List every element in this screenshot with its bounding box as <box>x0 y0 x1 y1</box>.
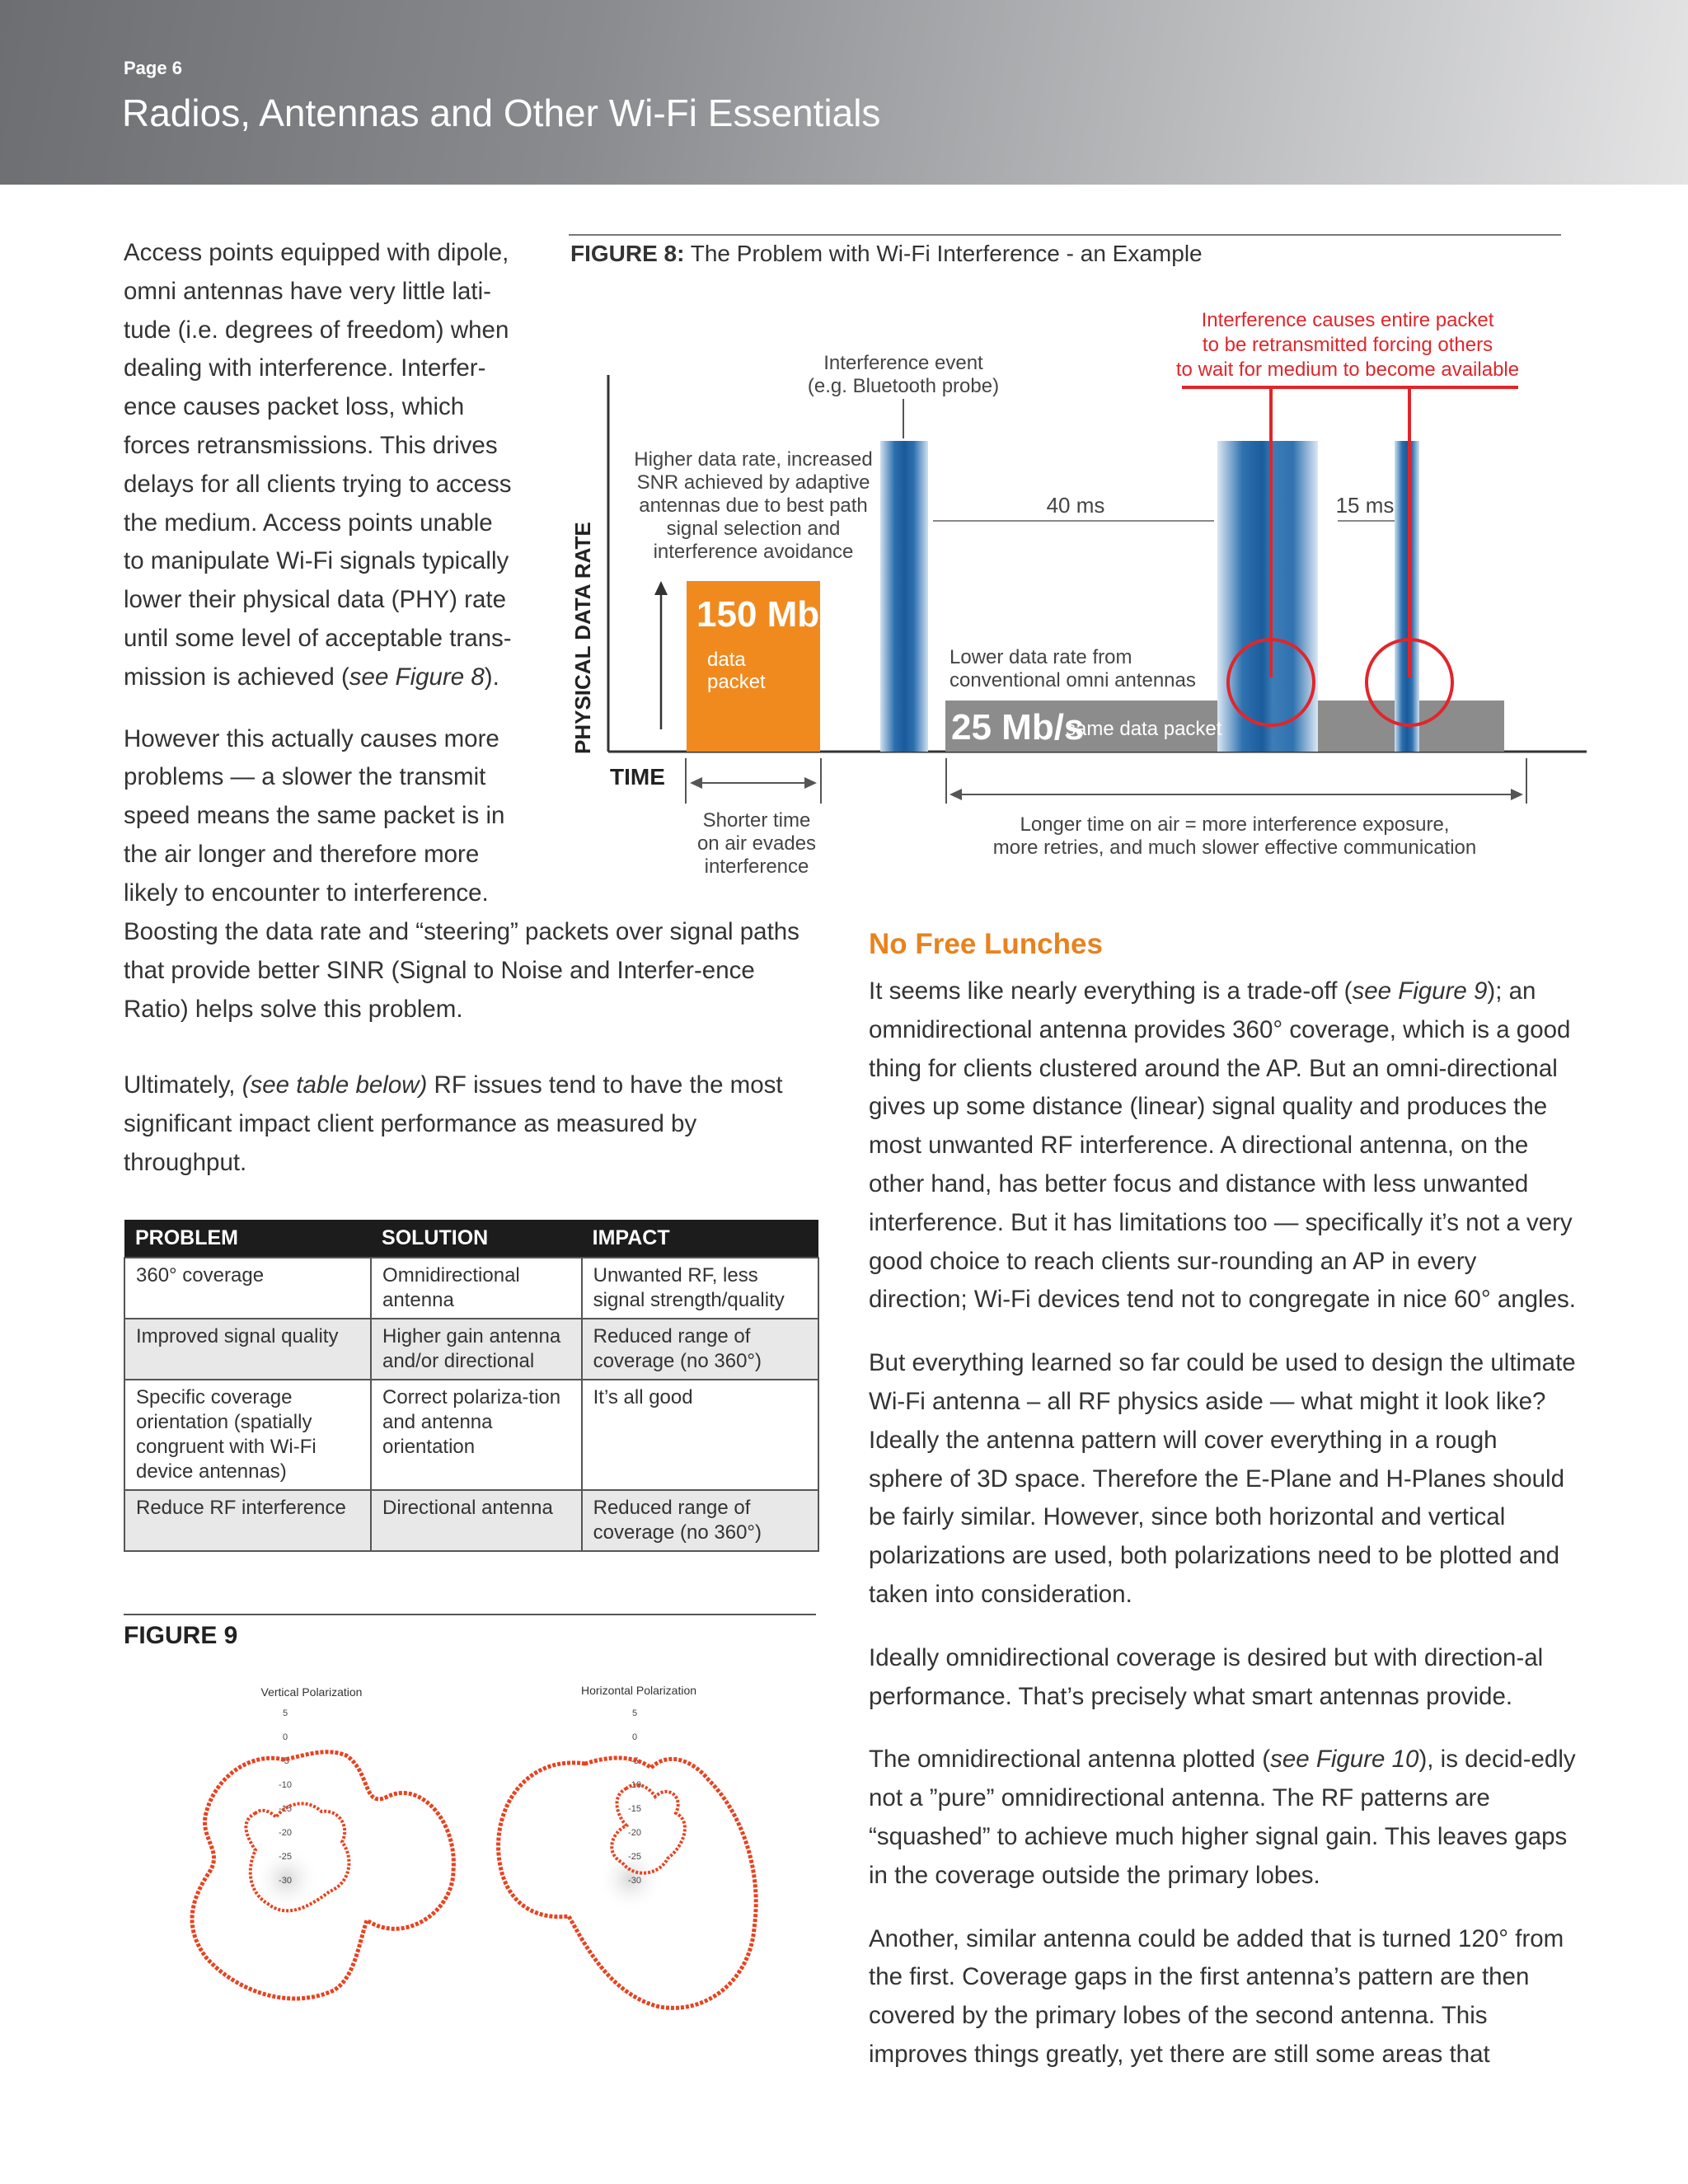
text-line: Access points equipped with dipole, <box>124 239 509 266</box>
table-cell: Reduced range of coverage (no 360°) <box>582 1319 818 1380</box>
intro-paragraph-2 <box>124 720 552 913</box>
retransmission-bar-thin <box>1395 441 1419 752</box>
ring-label: -25 <box>279 1852 292 1862</box>
text-line: to manipulate Wi-Fi signals typically <box>124 547 509 575</box>
text-run: RF issues tend to have the most significant impact client performance as measured by throughput. <box>124 1071 783 1176</box>
note-line: to be retransmitted forcing others <box>1202 334 1493 356</box>
page-header <box>0 0 1688 185</box>
ring-label: -5 <box>281 1756 289 1766</box>
ring-label: -30 <box>628 1876 641 1886</box>
arrow-head <box>1511 789 1523 800</box>
text-line: tude (i.e. degrees of freedom) when <box>124 316 509 344</box>
paragraph <box>869 972 1578 1319</box>
ring-label: 5 <box>282 1708 288 1718</box>
interference-burst-bar <box>880 441 928 752</box>
table-cell: Reduce RF interference <box>124 1490 371 1551</box>
text-line: ence causes packet loss, which <box>124 393 465 421</box>
note-line: Higher data rate, increased <box>634 448 873 471</box>
figure-9-rule <box>124 1614 816 1615</box>
table-cell: Omnidirectional antenna <box>371 1258 582 1319</box>
ring-label: 0 <box>631 1732 638 1742</box>
text-line <box>124 658 552 697</box>
slow-rate-arrow-head <box>931 705 941 717</box>
rate-arrow-head <box>654 581 668 595</box>
text-line: until some level of acceptable trans- <box>124 624 512 652</box>
long-time-note: more retries, and much slower effective communication <box>992 837 1477 859</box>
interference-event-label: (e.g. Bluetooth probe) <box>807 375 1000 397</box>
table-cell: Reduced range of coverage (no 360°) <box>582 1490 818 1551</box>
text-run: mission is achieved ( <box>124 663 349 691</box>
table-cell: It’s all good <box>582 1380 818 1490</box>
rf-issues-table <box>124 1220 819 1552</box>
text-run: The Problem with Wi-Fi Interference - an Example <box>684 241 1203 266</box>
figure-8-diagram <box>560 297 1591 890</box>
y-axis-label: PHYSICAL DATA RATE <box>570 522 595 754</box>
figure-reference: see Figure 10 <box>1270 1746 1419 1774</box>
slow-packet-label: same data packet <box>1066 718 1222 740</box>
note-line: signal selection and <box>666 518 841 540</box>
ring-labels <box>628 1708 641 1886</box>
ring-label: -15 <box>628 1804 641 1814</box>
text-run: ); an omnidirectional antenna provides 360° coverage, which is a good thing for clients clustered around the AP. But an omni-directional gives up some distance (linear) signal quality and produces the most unwanted RF interference. A directional antenna, on the other hand, has better focus and distance with less unwanted interference. But it has limitations too — specifically it’s not a very good choice to reach clients sur-rounding an AP in every direction; Wi-Fi devices tend not to congregate in nice 60° angles. <box>869 977 1576 1314</box>
text-line: omni antennas have very little lati- <box>124 277 492 305</box>
x-axis-label: TIME <box>610 764 665 790</box>
text-run: ). <box>484 663 499 691</box>
ring-label: -10 <box>628 1780 641 1790</box>
intro-paragraph-1 <box>124 234 552 697</box>
paragraph <box>869 1741 1578 1895</box>
vertical-outer-pattern <box>192 1752 453 1999</box>
text-run: FIGURE 8: <box>570 241 685 266</box>
ring-label: -5 <box>631 1756 639 1766</box>
text-line: likely to encounter to interference. <box>124 879 489 907</box>
table-header-row <box>124 1220 818 1258</box>
table-cell: Directional antenna <box>371 1490 582 1551</box>
note-line: to wait for medium to become available <box>1175 359 1520 381</box>
retransmission-bar-wide <box>1217 441 1318 752</box>
table-row <box>124 1258 818 1319</box>
table-cell: Higher gain antenna and/or directional <box>371 1319 582 1380</box>
omni-note: conventional omni antennas <box>950 669 1196 691</box>
page-number: Page 6 <box>124 58 182 78</box>
ring-label: 5 <box>631 1708 638 1718</box>
plot-title: Vertical Polarization <box>260 1685 363 1699</box>
text-line: lower their physical data (PHY) rate <box>124 586 506 614</box>
retransmission-note <box>1176 309 1519 381</box>
text-run: ), is decid-edly not a ”pure” omnidirectional antenna. The RF patterns are “squashed” to achieve much higher signal gain. This leaves gaps in the coverage outside the primary lobes. <box>869 1746 1576 1889</box>
vertical-polarization-plot <box>192 1685 453 1999</box>
ring-label: -15 <box>279 1804 292 1814</box>
table-row <box>124 1380 818 1490</box>
paragraph: Boosting the data rate and “steering” packets over signal paths that provide better SINR (Signal to Noise and Interfer-ence Ratio) helps solve this problem. <box>124 918 799 1023</box>
paragraph: Another, similar antenna could be added that is turned 120° from the first. Coverage gaps in the first antenna’s pattern are then covered by the primary lobes of the second antenna. This improves things greatly, yet there are still some areas that <box>869 1924 1564 2068</box>
text-run: The omnidirectional antenna plotted ( <box>869 1746 1271 1774</box>
table-reference: (see table below) <box>241 1071 428 1099</box>
note-line: SNR achieved by adaptive <box>636 471 870 494</box>
short-time-note <box>697 809 816 878</box>
page-title: Radios, Antennas and Other Wi-Fi Essentials <box>122 91 881 134</box>
horizontal-polarization-plot <box>499 1684 757 2008</box>
text-line: the medium. Access points unable <box>124 509 493 537</box>
text-line: problems — a slower the transmit <box>124 763 486 791</box>
figure-9-polar-plots <box>124 1673 816 2036</box>
left-column-text <box>124 913 808 1183</box>
figure-8-rule <box>569 234 1561 236</box>
ring-labels <box>279 1708 292 1886</box>
ring-label: -20 <box>628 1828 641 1838</box>
fast-packet-label: data <box>707 649 746 671</box>
table-cell: Specific coverage orientation (spatially congruent with Wi-Fi device antennas) <box>124 1380 371 1490</box>
fast-rate-label: 150 Mb/s <box>696 594 850 635</box>
text-run: It seems like nearly everything is a trade-off ( <box>869 977 1353 1005</box>
text-line: dealing with interference. Interfer- <box>124 354 486 382</box>
column-header: IMPACT <box>582 1220 818 1258</box>
note-line: interference <box>704 855 809 878</box>
interference-event-label: Interference event <box>823 352 983 374</box>
note-line: antennas due to best path <box>639 494 868 517</box>
fast-packet-label: packet <box>707 671 766 693</box>
table-cell: Improved signal quality <box>124 1319 371 1380</box>
text-line: speed means the same packet is in <box>124 802 505 830</box>
text-line: delays for all clients trying to access <box>124 470 512 498</box>
table-cell: Correct polariza-tion and antenna orientation <box>371 1380 582 1490</box>
arrow-head <box>690 777 702 789</box>
ring-label: -10 <box>279 1780 292 1790</box>
note-line: Interference causes entire packet <box>1201 309 1494 331</box>
table-cell: 360° coverage <box>124 1258 371 1319</box>
table-row <box>124 1319 818 1380</box>
paragraph <box>124 1066 808 1182</box>
interval-40ms: 40 ms <box>1046 493 1105 518</box>
ring-label: -30 <box>279 1876 292 1886</box>
right-column-text <box>869 925 1578 2099</box>
column-header: PROBLEM <box>124 1220 371 1258</box>
arrow-head <box>950 789 962 800</box>
ring-label: -25 <box>628 1852 641 1862</box>
ring-label: -20 <box>279 1828 292 1838</box>
note-line: interference avoidance <box>653 541 854 563</box>
text-line: forces retransmissions. This drives <box>124 431 498 459</box>
figure-reference: see Figure 8 <box>349 663 485 691</box>
intro-text <box>124 234 552 913</box>
text-line: the air longer and therefore more <box>124 840 480 868</box>
section-heading: No Free Lunches <box>869 928 1103 960</box>
long-time-note: Longer time on air = more interference exposure, <box>1020 813 1450 836</box>
table-row <box>124 1490 818 1551</box>
interval-15ms: 15 ms <box>1335 493 1395 518</box>
figure-8-caption <box>570 241 1203 267</box>
table-cell: Unwanted RF, less signal strength/quality <box>582 1258 818 1319</box>
slow-rate-label: 25 Mb/s <box>951 707 1085 748</box>
column-header: SOLUTION <box>371 1220 582 1258</box>
paragraph: But everything learned so far could be used to design the ultimate Wi-Fi antenna – all RF physics aside — what might it look like? Ideally the antenna pattern will cover everything in a rough sphere of 3D space. Therefore the E-Plane and H-Planes should be fairly similar. However, since both horizontal and vertical polarizations are used, both polarizations need to be plotted and taken into consideration. <box>869 1349 1576 1608</box>
text-run: Ultimately, <box>124 1071 242 1099</box>
figure-reference: see Figure 9 <box>1352 977 1488 1005</box>
text-line: However this actually causes more <box>124 724 499 752</box>
plot-title: Horizontal Polarization <box>580 1684 697 1697</box>
omni-note: Lower data rate from <box>950 646 1132 668</box>
note-line: Shorter time <box>702 809 811 832</box>
adaptive-antenna-note <box>634 448 873 563</box>
paragraph: Ideally omnidirectional coverage is desired but with direction-al performance. That’s precisely what smart antennas provide. <box>869 1643 1544 1710</box>
ring-label: 0 <box>282 1732 288 1742</box>
figure-9-label: FIGURE 9 <box>124 1622 238 1649</box>
note-line: on air evades <box>696 832 817 855</box>
arrow-head <box>804 777 817 789</box>
